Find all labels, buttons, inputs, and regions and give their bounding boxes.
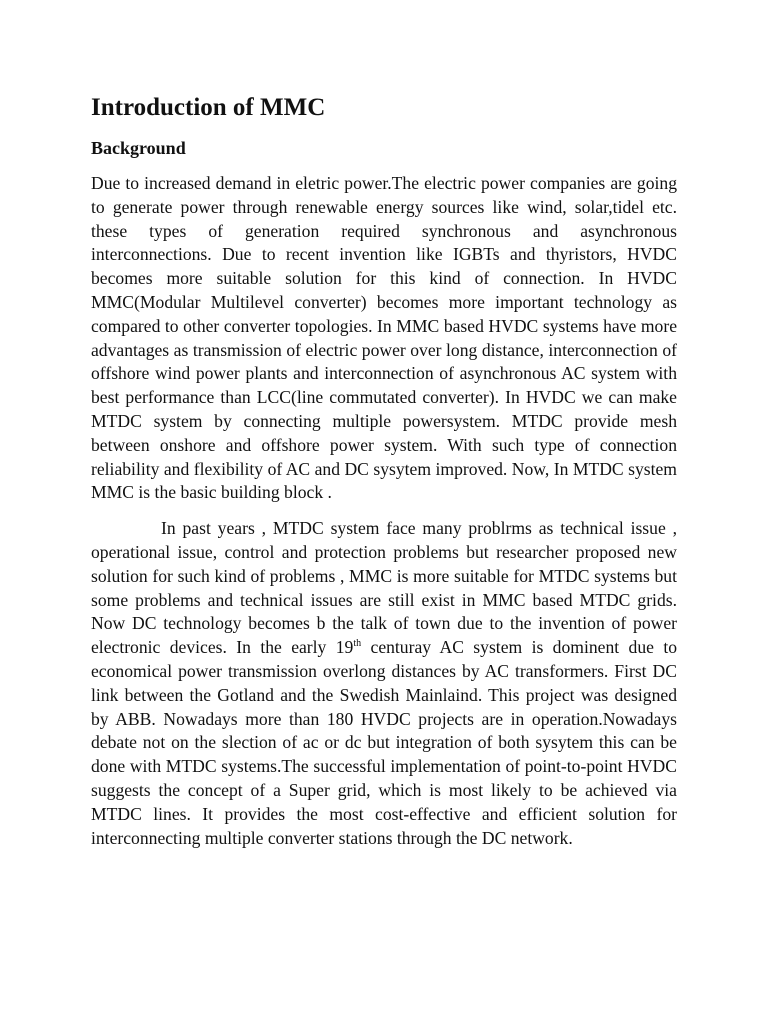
section-heading: Background — [91, 138, 186, 158]
ordinal-superscript: th — [353, 638, 362, 650]
document-title: Introduction of MMC — [91, 94, 326, 121]
paragraph-2-text-b: centuray AC system is dominent due to economical power transmission overlong distances by AC transformers. First DC link between the Gotland and the Swedish Mainlaind. This project was designed by ABB. Nowadays more than 180 HVDC projects are in operation.Nowadays debate not on the slection of ac or dc but integration of both sysytem this can be done with MTDC systems.The successful implementation of point-to-point HVDC suggests the concept of a Super grid, which is most likely to be achieved via MTDC lines. It provides the most cost-effective and efficient solution for interconnecting multiple converter stations through the DC network. — [91, 637, 678, 848]
paragraph-2 — [91, 517, 677, 850]
paragraph-2-text-a: In past years , MTDC system face many problrms as technical issue , operational issue, control and protection problems but researcher proposed new solution for such kind of problems , MMC is more suitable for MTDC systems but some problems and technical issues are still exist in MMC based MTDC grids. Now DC technology becomes b the talk of town due to the invention of power electronic devices. In the early 19 — [91, 518, 677, 658]
document-page — [91, 92, 677, 862]
paragraph-1: Due to increased demand in eletric power.The electric power companies are going to generate power through renewable energy sources like wind, solar,tidel etc. these types of generation required synchronous and asynchronous interconnections. Due to recent invention like IGBTs and thyristors, HVDC becomes more suitable solution for this kind of connection. In HVDC MMC(Modular Multilevel converter) becomes more important technology as compared to other converter topologies. In MMC based HVDC systems have more advantages as transmission of electric power over long distance, interconnection of offshore wind power plants and interconnection of asynchronous AC system with best performance than LCC(line commutated converter). In HVDC we can make MTDC system by connecting multiple powersystem. MTDC provide mesh between onshore and offshore power system. With such type of connection reliability and flexibility of AC and DC sysytem improved. Now, In MTDC system MMC is the basic building block . — [91, 173, 677, 503]
